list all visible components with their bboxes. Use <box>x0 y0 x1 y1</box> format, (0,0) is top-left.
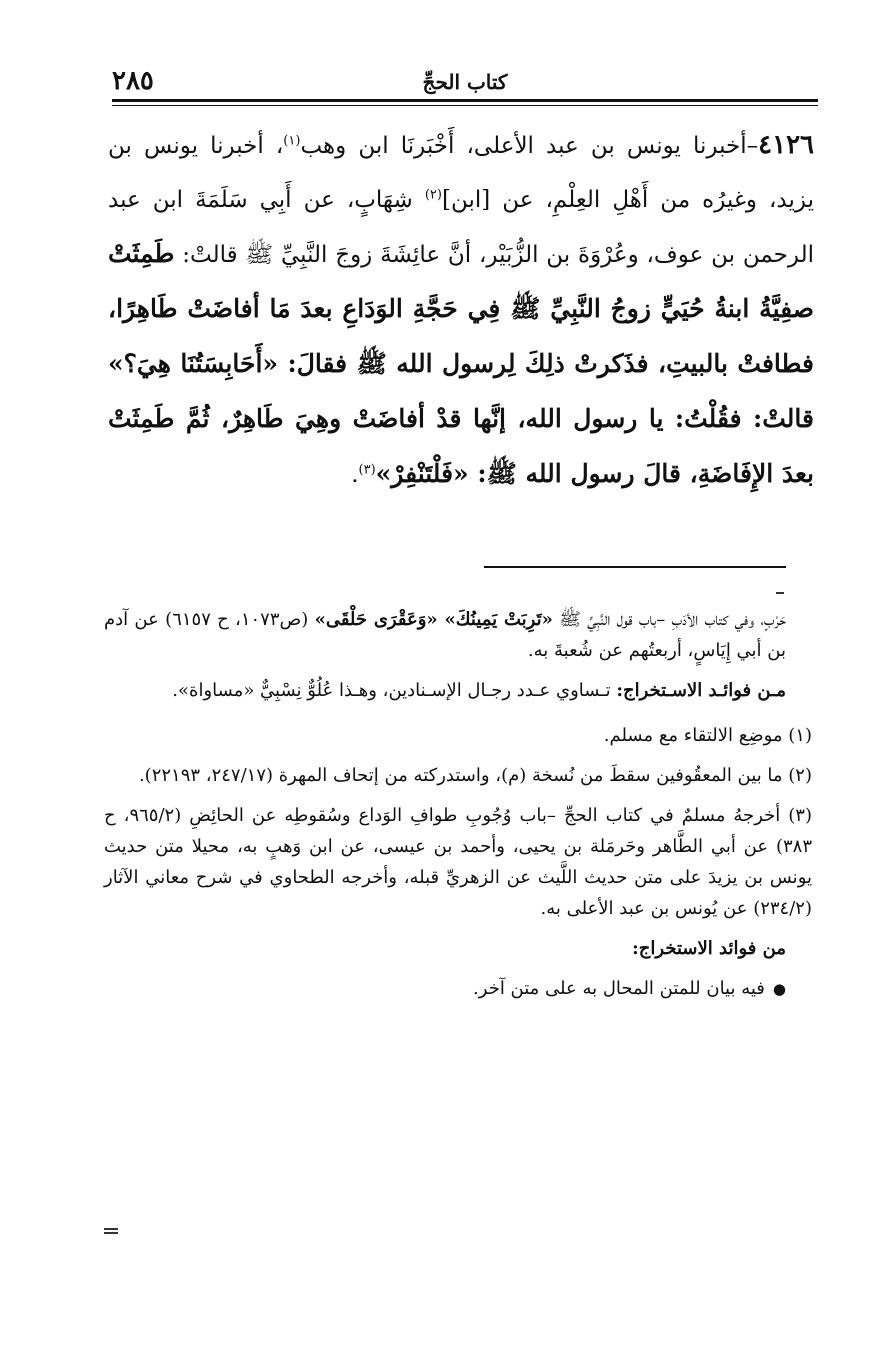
note-continuation-a: حَرْبٍ، وفي كتاب الأدَبِ –باب قول النَّبِيِّ ﷺ <box>552 609 786 630</box>
hadith-text <box>108 118 814 502</box>
fawaid-text-1: تـساوي عـدد رجـال الإسـنادين، وهـذا عُلُوٌّ نِسْبِيٌّ «مساواة». <box>172 680 617 701</box>
hadith-isnad-3: شِهَابٍ، عن أَبِي سَلَمَةَ ابن عبد الرحمن بن عوف، وعُرْوَةَ بن الزُّبَيْر، أنَّ عائِشَةَ زوجَ النَّبِيِّ ﷺ قالتْ: <box>108 187 814 268</box>
hadith-end: . <box>351 462 359 488</box>
fawaid-note-1 <box>104 675 812 706</box>
header-rule-thick <box>112 99 818 102</box>
fawaid-label-1: مـن فوائـد الاسـتخراج: <box>616 680 786 701</box>
footnote-1: (١) موضِع الالتقاء مع مسلم. <box>603 725 812 746</box>
footnote-ref-3[interactable]: (٣) <box>358 462 376 478</box>
page-number: ٢٨٥ <box>112 66 154 96</box>
note-continuation-quote: «تَرِبَتْ يَمِينُكَ» «وَعَقْرَى حَلْقَى» <box>314 609 553 630</box>
note-continuation <box>104 604 812 666</box>
footnotes <box>104 604 812 1005</box>
chapter-title: كتاب الحجِّ <box>422 70 508 94</box>
hadith-matn: طَمِثَتْ صفِيَّةُ ابنةُ حُيَيٍّ زوجُ النَّبِيِّ ﷺ فِي حَجَّةِ الوَدَاعِ بعدَ مَا أفاضَتْ طَاهِرًا، فطافتْ بالبيتِ، فذَكرتْ ذلِكَ لِرسول الله ﷺ فقالَ: «أَحَابِسَتُنَا هِيَ؟» قالتْ: فقُلْتُ: يا رسول الله، إنَّها قدْ أفاضَتْ وهِيَ طَاهِرٌ، ثُمَّ طَمِثَتْ بعدَ الإِفَاضَةِ، قالَ رسول الله ﷺ: «فَلْتَنْفِرْ» <box>108 239 814 488</box>
header-rule-thin <box>112 105 818 106</box>
footnote-ref-2[interactable]: (٢) <box>424 187 442 203</box>
fawaid-label-2: من فوائد الاستخراج: <box>632 938 786 959</box>
hadith-isnad-2: ، أخبرنا يونس بن يزيد، وغيرُه من أَهْلِ العِلْمِ، عن [ابن] <box>108 133 814 213</box>
footnote-ref-1[interactable]: (١) <box>283 133 301 149</box>
footnote-separator <box>484 566 786 568</box>
footnote-2: (٢) ما بين المعقُوفين سقطَ من نُسخة (م)، واستدركته من إتحاف المهرة (٢٤٧/١٧، ٢٢١٩٣). <box>138 765 812 786</box>
bottom-margin-mark <box>104 1228 118 1234</box>
margin-mark <box>776 592 784 594</box>
note-continuation-c: (ص١٠٧٣، ح ٦١٥٧) عن آدم بن أبي إِيَاسٍ، أربعتُهم عن شُعبةَ به. <box>104 609 786 661</box>
hadith-number: ٤١٢٦ <box>758 130 815 160</box>
page-header <box>112 62 818 102</box>
fawaid-bullet: ● فيه بيان للمتن المحال به على متن آخر. <box>104 973 812 1005</box>
footnote-3: (٣) أخرجهُ مسلمٌ في كتاب الحجِّ –باب وُجُوبِ طوافِ الوَداع وسُقوطِه عن الحائِضِ (٩٦٥/٢، ح ٣٨٣) عن أبي الطَّاهر وحَرمَلة بن يحيى، وأحمد بن عيسى، عن ابن وَهبٍ به، محيلا متن حديث يونس بن يزيدَ على متن حديث اللَّيث عن الزهريِّ قبله، وأخرجه الطحاوي في شرح معاني الآثار (٢٣٤/٢) عن يُونس بن عبد الأعلى به. <box>104 805 812 919</box>
hadith-isnad-1: –أخبرنا يونس بن عبد الأعلى، أَخْبَرنَا ابن وهب <box>300 133 759 159</box>
